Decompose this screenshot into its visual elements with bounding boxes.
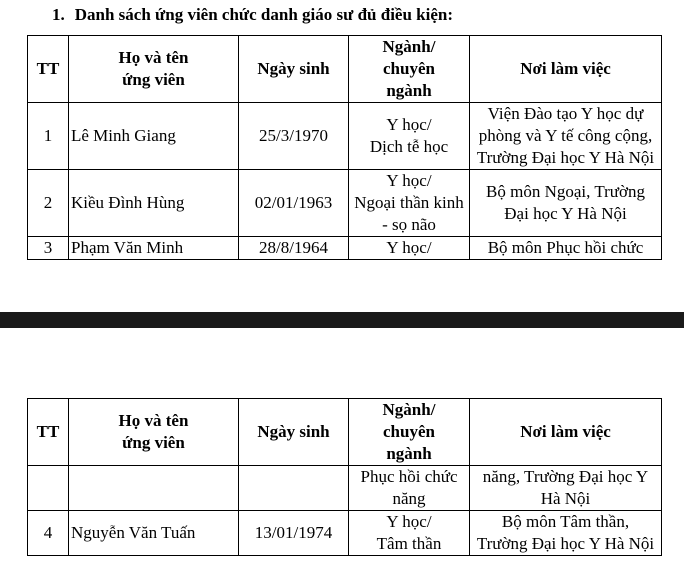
- cell-field: Y học/ Ngoại thần kinh - sọ não: [349, 170, 470, 237]
- page-separator-bar: [0, 312, 684, 328]
- cell-name: [69, 466, 239, 511]
- header-field: Ngành/ chuyên ngành: [349, 36, 470, 103]
- cell-tt: 2: [28, 170, 69, 237]
- header-field: Ngành/ chuyên ngành: [349, 399, 470, 466]
- cell-workplace: Viện Đào tạo Y học dự phòng và Y tế công cộng, Trường Đại học Y Hà Nội: [470, 103, 662, 170]
- table-row: [28, 237, 662, 260]
- header-name: Họ và tên ứng viên: [69, 399, 239, 466]
- table-row: [28, 103, 662, 170]
- cell-name: Nguyễn Văn Tuấn: [69, 511, 239, 556]
- header-name: Họ và tên ứng viên: [69, 36, 239, 103]
- cell-tt: [28, 466, 69, 511]
- cell-name: Kiều Đình Hùng: [69, 170, 239, 237]
- cell-field: Y học/ Dịch tễ học: [349, 103, 470, 170]
- cell-workplace: năng, Trường Đại học Y Hà Nội: [470, 466, 662, 511]
- cell-tt: 4: [28, 511, 69, 556]
- table-header-row: [28, 399, 662, 466]
- section-title: Danh sách ứng viên chức danh giáo sư đủ điều kiện:: [74, 5, 454, 24]
- header-dob: Ngày sinh: [239, 399, 349, 466]
- cell-dob: 28/8/1964: [239, 237, 349, 260]
- header-workplace: Nơi làm việc: [470, 399, 662, 466]
- cell-dob: 25/3/1970: [239, 103, 349, 170]
- cell-field: Y học/: [349, 237, 470, 260]
- cell-field: Y học/ Tâm thần: [349, 511, 470, 556]
- candidate-table-bottom: [27, 398, 662, 556]
- cell-dob: 13/01/1974: [239, 511, 349, 556]
- section-heading: [52, 5, 453, 25]
- table-header-row: [28, 36, 662, 103]
- table-row: [28, 170, 662, 237]
- table-row: [28, 511, 662, 556]
- section-number: 1.: [52, 5, 65, 24]
- cell-field: Phục hồi chức năng: [349, 466, 470, 511]
- header-tt: TT: [28, 36, 69, 103]
- cell-name: Lê Minh Giang: [69, 103, 239, 170]
- cell-workplace: Bộ môn Phục hồi chức: [470, 237, 662, 260]
- cell-dob: 02/01/1963: [239, 170, 349, 237]
- cell-workplace: Bộ môn Ngoại, Trường Đại học Y Hà Nội: [470, 170, 662, 237]
- table-row: [28, 466, 662, 511]
- header-dob: Ngày sinh: [239, 36, 349, 103]
- header-workplace: Nơi làm việc: [470, 36, 662, 103]
- cell-tt: 1: [28, 103, 69, 170]
- cell-tt: 3: [28, 237, 69, 260]
- header-tt: TT: [28, 399, 69, 466]
- cell-dob: [239, 466, 349, 511]
- candidate-table-top: [27, 35, 662, 260]
- cell-workplace: Bộ môn Tâm thần, Trường Đại học Y Hà Nội: [470, 511, 662, 556]
- cell-name: Phạm Văn Minh: [69, 237, 239, 260]
